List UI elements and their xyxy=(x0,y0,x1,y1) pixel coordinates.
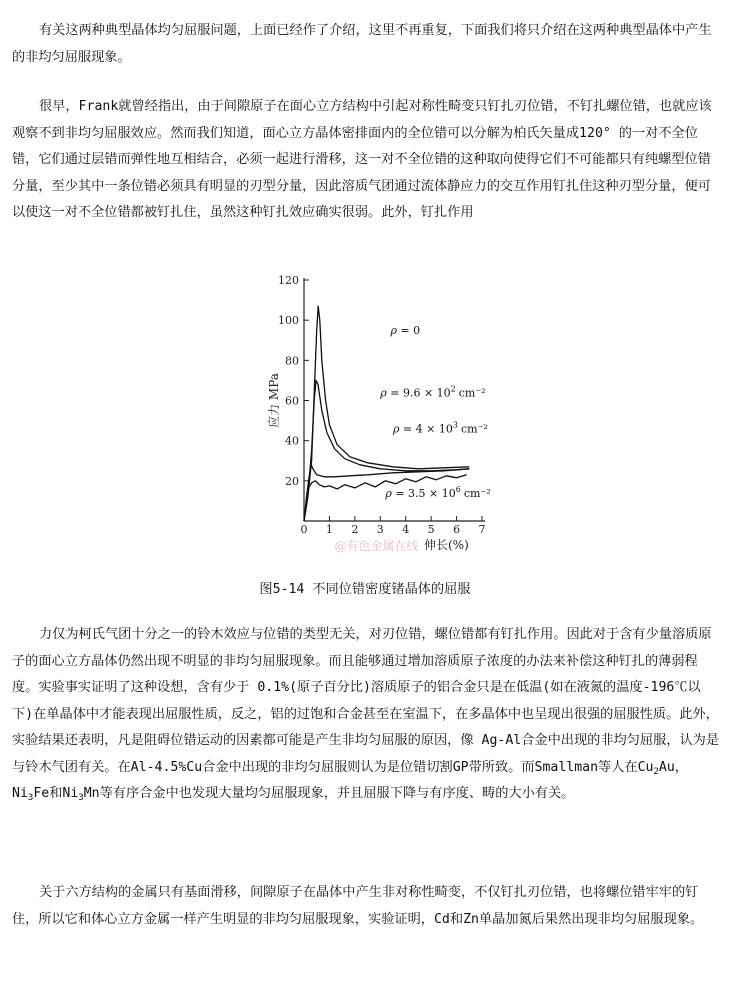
x-tick-label: 3 xyxy=(376,523,384,536)
series-label-3: $\rho = 4 \times 10^3$ cm⁻² xyxy=(393,420,488,436)
subscript: 2 xyxy=(653,766,659,777)
paragraph-intro-text: 有关这两种典型晶体均匀屈服问题，上面已经作了介绍，这里不再重复，下面我们将只介绍在这两种典型晶体中产生的非均匀屈服现象。 xyxy=(12,23,712,65)
series-label-1: ρ = 0 xyxy=(390,324,421,338)
subscript: 3 xyxy=(27,793,34,803)
series-line-2 xyxy=(304,380,469,521)
y-tick-label: 60 xyxy=(285,394,299,408)
paragraph-intro xyxy=(12,18,720,71)
x-axis-label: 伸长(%) xyxy=(424,538,469,552)
y-axis-label: 应力 MPa xyxy=(267,373,281,428)
y-tick-label: 120 xyxy=(278,274,299,287)
y-tick-label: 80 xyxy=(285,354,299,368)
paragraph-hexagonal-text: 关于六方结构的金属只有基面滑移，间隙原子在晶体中产生非对称性畸变，不仅钉扎刃位错，也将螺位错牢牢的钉住，所以它和体心立方金属一样产生明显的非均匀屈服现象，实验证明，Cd和Zn单晶加氮后果然出现非均匀屈服现象。 xyxy=(12,885,704,927)
series-label-4: $\rho = 3.5 \times 10^6$ cm⁻² xyxy=(385,484,491,500)
y-tick-label: 40 xyxy=(285,434,299,448)
paragraph-suzuki-text-b: Au，Ni xyxy=(12,759,688,801)
y-tick-label: 100 xyxy=(278,314,299,328)
x-tick-label: 5 xyxy=(427,523,435,536)
x-tick-label: 1 xyxy=(325,523,333,536)
stress-strain-chart xyxy=(255,268,495,560)
x-tick-label: 7 xyxy=(478,523,486,536)
paragraph-suzuki-text-d: Mn等有序合金中也发现大量均匀屈服现象，并且屈服下降与有序度、畴的大小有关。 xyxy=(83,786,575,801)
y-tick-label: 20 xyxy=(285,474,299,488)
paragraph-frank-text: 很早，Frank就曾经指出，由于间隙原子在面心立方结构中引起对称性畸变只钉扎刃位错，不钉扎螺位错，也就应该观察不到非均匀屈服效应。然而我们知道，面心立方晶体密排面内的全位错可以分解为柏氏矢量成120° 的一对不全位错，它们通过层错而弹性地互相结合，必须一起进行滑移，这一对不全位错的这种取向使得它们不可能都只有纯螺型位错分量，至少其中一条位错必须具有明显的刃型分量，因此溶质气团通过流体静应力的交互作用钉扎住这种刃型分量，便可以使这一对不全位错都被钉扎住，虽然这种钉扎效应确实很弱。此外，钉扎作用 xyxy=(12,99,712,220)
x-tick-label: 4 xyxy=(402,523,410,536)
paragraph-suzuki-text-a: 力仅为柯氏气团十分之一的铃木效应与位错的类型无关，对刃位错，螺位错都有钉扎作用。因此对于含有少量溶质原子的面心立方晶体仍然出现不明显的非均匀屈服现象。而且能够通过增加溶质原子浓度的办法来补偿这种钉扎的薄弱程度。实验事实证明了这种设想，含有少于 0.1%(原子百分比)溶质原子的铝合金只是在低温(如在液氮的温度-196℃以下)在单晶体中才能表现出屈服性质，反之，铝的过饱和合金甚至在室温下，在多晶体中也呈现出很强的屈服性质。此外，实验结果还表明，凡是阻碍位错运动的因素都可能是产生非均匀屈服的原因，像 Ag-Al合金中出现的非均匀屈服，认为是与铃木气团有关。在Al-4.5%Cu合金中出现的非均匀屈服则认为是位错切割GP带所致。而Smallman等人在Cu xyxy=(12,627,720,775)
paragraph-frank xyxy=(12,94,720,227)
x-tick-label: 6 xyxy=(453,523,461,536)
subscript: 3 xyxy=(78,793,84,803)
x-tick-label: 0 xyxy=(300,523,308,536)
watermark: @有色金属在线 xyxy=(334,539,419,553)
paragraph-suzuki xyxy=(12,622,720,808)
figure-caption: 图5-14 不同位错密度锗晶体的屈服 xyxy=(259,582,471,597)
paragraph-suzuki-text-c: Fe和Ni xyxy=(33,786,79,801)
paragraph-hexagonal xyxy=(12,880,720,933)
series-label-2: $\rho = 9.6 \times 10^2$ cm⁻² xyxy=(380,384,486,400)
figure-yield-curves xyxy=(255,268,495,560)
x-tick-label: 2 xyxy=(351,523,359,536)
